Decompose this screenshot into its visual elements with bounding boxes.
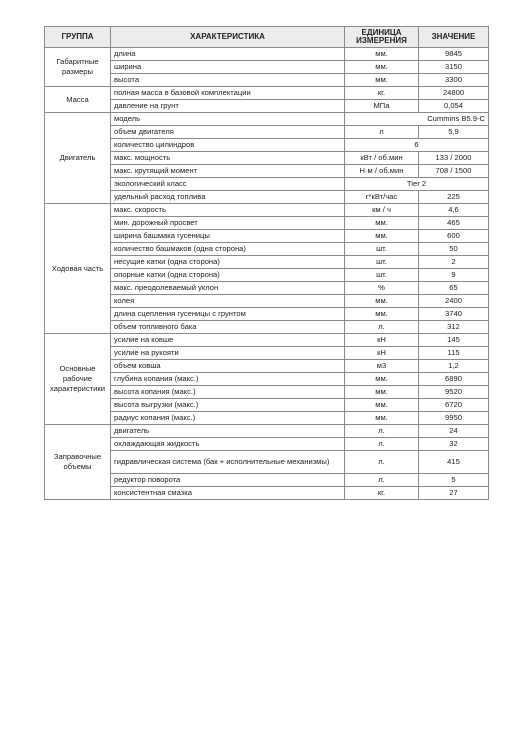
merged-value-cell: 6	[345, 139, 489, 152]
table-row	[45, 178, 489, 191]
unit-cell: л.	[345, 438, 419, 451]
unit-cell: кг.	[345, 487, 419, 500]
table-header	[45, 27, 489, 48]
table-row	[45, 113, 489, 126]
value-cell: 465	[419, 217, 489, 230]
value-cell: 24	[419, 425, 489, 438]
characteristic-cell: модель	[111, 113, 345, 126]
unit-cell: мм.	[345, 399, 419, 412]
table-row	[45, 74, 489, 87]
value-cell: 600	[419, 230, 489, 243]
characteristic-cell: усилие на ковше	[111, 334, 345, 347]
value-cell: 9520	[419, 386, 489, 399]
unit-cell: мм.	[345, 48, 419, 61]
value-cell: 1,2	[419, 360, 489, 373]
value-cell: 9	[419, 269, 489, 282]
unit-cell: л	[345, 126, 419, 139]
unit-cell: мм.	[345, 61, 419, 74]
value-cell: 312	[419, 321, 489, 334]
unit-cell: мм.	[345, 373, 419, 386]
unit-cell: кг.	[345, 87, 419, 100]
unit-cell: мм.	[345, 74, 419, 87]
characteristic-cell: полная масса в базовой комплектации	[111, 87, 345, 100]
spec-table	[44, 26, 489, 500]
unit-cell: л.	[345, 321, 419, 334]
value-cell: 5,9	[419, 126, 489, 139]
value-cell: 9950	[419, 412, 489, 425]
table-row	[45, 360, 489, 373]
characteristic-cell: радиус копания (макс.)	[111, 412, 345, 425]
value-cell: 50	[419, 243, 489, 256]
characteristic-cell: длина	[111, 48, 345, 61]
unit-cell: м3	[345, 360, 419, 373]
unit-cell: мм.	[345, 295, 419, 308]
value-cell: 65	[419, 282, 489, 295]
characteristic-cell: колея	[111, 295, 345, 308]
table-row	[45, 165, 489, 178]
characteristic-cell: давление на грунт	[111, 100, 345, 113]
value-cell: 415	[419, 451, 489, 474]
merged-value-cell: Cummins B5.9-C	[345, 113, 489, 126]
table-row	[45, 412, 489, 425]
unit-cell: л.	[345, 425, 419, 438]
unit-cell: %	[345, 282, 419, 295]
table-body	[45, 48, 489, 500]
table-row	[45, 48, 489, 61]
unit-cell: шт.	[345, 256, 419, 269]
header-unit: ЕДИНИЦА ИЗМЕРЕНИЯ	[345, 27, 419, 48]
value-cell: 6890	[419, 373, 489, 386]
characteristic-cell: количество башмаков (одна сторона)	[111, 243, 345, 256]
table-row	[45, 373, 489, 386]
table-row	[45, 282, 489, 295]
characteristic-cell: объем двигателя	[111, 126, 345, 139]
group-name: Габаритные размеры	[45, 48, 111, 87]
table-row	[45, 100, 489, 113]
unit-cell: шт.	[345, 243, 419, 256]
table-row	[45, 204, 489, 217]
table-row	[45, 139, 489, 152]
value-cell: 3300	[419, 74, 489, 87]
header-characteristic: ХАРАКТЕРИСТИКА	[111, 27, 345, 48]
value-cell: 24800	[419, 87, 489, 100]
characteristic-cell: макс. мощность	[111, 152, 345, 165]
characteristic-cell: удельный расход топлива	[111, 191, 345, 204]
characteristic-cell: экологический класс	[111, 178, 345, 191]
unit-cell: г*кВт/час	[345, 191, 419, 204]
value-cell: 145	[419, 334, 489, 347]
characteristic-cell: двигатель	[111, 425, 345, 438]
unit-cell: км / ч	[345, 204, 419, 217]
unit-cell: мм.	[345, 412, 419, 425]
characteristic-cell: высота копания (макс.)	[111, 386, 345, 399]
table-row	[45, 230, 489, 243]
table-row	[45, 347, 489, 360]
unit-cell: мм.	[345, 217, 419, 230]
characteristic-cell: усилие на рукояти	[111, 347, 345, 360]
table-row	[45, 269, 489, 282]
unit-cell: л.	[345, 451, 419, 474]
table-row	[45, 334, 489, 347]
header-value: ЗНАЧЕНИЕ	[419, 27, 489, 48]
value-cell: 708 / 1500	[419, 165, 489, 178]
table-row	[45, 386, 489, 399]
characteristic-cell: охлаждающая жидкость	[111, 438, 345, 451]
table-row	[45, 321, 489, 334]
characteristic-cell: несущие катки (одна сторона)	[111, 256, 345, 269]
characteristic-cell: длина сцепления гусеницы с грунтом	[111, 308, 345, 321]
table-row	[45, 474, 489, 487]
unit-cell: кВт / об.мин	[345, 152, 419, 165]
characteristic-cell: объем ковша	[111, 360, 345, 373]
value-cell: 3150	[419, 61, 489, 74]
unit-cell: кН	[345, 334, 419, 347]
unit-cell: Н·м / об.мин	[345, 165, 419, 178]
table-row	[45, 438, 489, 451]
table-row	[45, 217, 489, 230]
characteristic-cell: редуктор поворота	[111, 474, 345, 487]
value-cell: 4,6	[419, 204, 489, 217]
value-cell: 225	[419, 191, 489, 204]
group-name: Основные рабочие характеристики	[45, 334, 111, 425]
characteristic-cell: глубина копания (макс.)	[111, 373, 345, 386]
table-row	[45, 152, 489, 165]
characteristic-cell: количество цилиндров	[111, 139, 345, 152]
table-row	[45, 191, 489, 204]
characteristic-cell: объем топливного бака	[111, 321, 345, 334]
value-cell: 32	[419, 438, 489, 451]
table-row	[45, 87, 489, 100]
characteristic-cell: высота выгрузки (макс.)	[111, 399, 345, 412]
value-cell: 0,054	[419, 100, 489, 113]
table-row	[45, 61, 489, 74]
value-cell: 27	[419, 487, 489, 500]
value-cell: 3740	[419, 308, 489, 321]
characteristic-cell: макс. преодолеваемый уклон	[111, 282, 345, 295]
table-row	[45, 451, 489, 474]
characteristic-cell: макс. крутящий момент	[111, 165, 345, 178]
value-cell: 2	[419, 256, 489, 269]
table-row	[45, 399, 489, 412]
unit-cell: МПа	[345, 100, 419, 113]
unit-cell: мм.	[345, 230, 419, 243]
value-cell: 5	[419, 474, 489, 487]
characteristic-cell: ширина башмака гусеницы	[111, 230, 345, 243]
unit-cell: кН	[345, 347, 419, 360]
unit-cell: мм.	[345, 308, 419, 321]
unit-cell: мм.	[345, 386, 419, 399]
characteristic-cell: мин. дорожный просвет	[111, 217, 345, 230]
table-row	[45, 243, 489, 256]
characteristic-cell: ширина	[111, 61, 345, 74]
value-cell: 6720	[419, 399, 489, 412]
value-cell: 2400	[419, 295, 489, 308]
table-row	[45, 487, 489, 500]
value-cell: 115	[419, 347, 489, 360]
group-name: Ходовая часть	[45, 204, 111, 334]
characteristic-cell: гидравлическая система (бак + исполнительные механизмы)	[111, 451, 345, 474]
table-row	[45, 295, 489, 308]
unit-cell: л.	[345, 474, 419, 487]
group-name: Двигатель	[45, 113, 111, 204]
table-row	[45, 308, 489, 321]
group-name: Масса	[45, 87, 111, 113]
value-cell: 9845	[419, 48, 489, 61]
characteristic-cell: макс. скорость	[111, 204, 345, 217]
characteristic-cell: консистентная смазка	[111, 487, 345, 500]
table-row	[45, 425, 489, 438]
value-cell: 133 / 2000	[419, 152, 489, 165]
header-group: ГРУППА	[45, 27, 111, 48]
group-name: Заправочные объемы	[45, 425, 111, 500]
header-row	[45, 27, 489, 48]
table-row	[45, 126, 489, 139]
characteristic-cell: высота	[111, 74, 345, 87]
table-row	[45, 256, 489, 269]
merged-value-cell: Tier 2	[345, 178, 489, 191]
characteristic-cell: опорные катки (одна сторона)	[111, 269, 345, 282]
unit-cell: шт.	[345, 269, 419, 282]
